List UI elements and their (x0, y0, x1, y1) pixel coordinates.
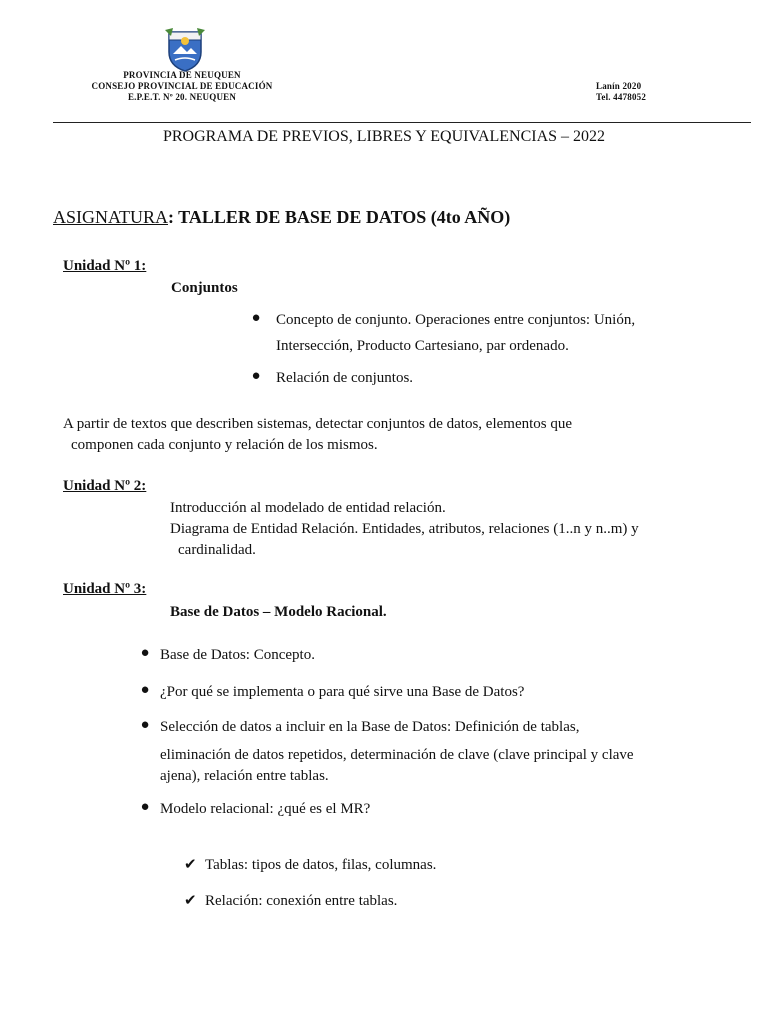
subject-heading (53, 207, 510, 228)
header-phone: Tel. 4478052 (596, 92, 647, 102)
bullet-marker: ● (140, 717, 150, 733)
unit-3-bullet-3-cont-2: ajena), relación entre tablas. (160, 768, 329, 784)
unit-3-topic: Base de Datos – Modelo Racional. (170, 604, 387, 620)
bullet-marker: ● (251, 368, 261, 384)
unit-2-heading: Unidad Nº 2: (63, 478, 147, 494)
unit-2-line-2: Diagrama de Entidad Relación. Entidades, atributos, relaciones (1..n y n..m) y (170, 521, 639, 537)
header-address: Lanín 2020 (596, 81, 642, 91)
unit-1-topic: Conjuntos (171, 280, 238, 296)
unit-3-check-2: Relación: conexión entre tablas. (205, 893, 398, 909)
unit-3-bullet-1: Base de Datos: Concepto. (160, 647, 315, 663)
header-line-school: E.P.E.T. Nº 20. NEUQUEN (127, 92, 237, 102)
unit-3-bullet-4: Modelo relacional: ¿qué es el MR? (160, 801, 371, 817)
unit-1-heading: Unidad Nº 1: (63, 258, 147, 274)
checkmark-icon: ✔ (184, 857, 197, 873)
unit-3-heading: Unidad Nº 3: (63, 581, 147, 597)
header-line-council: CONSEJO PROVINCIAL DE EDUCACIÓN (91, 81, 273, 91)
header-line-province: PROVINCIA DE NEUQUEN (123, 70, 241, 80)
subject-value: : TALLER DE BASE DE DATOS (4to AÑO) (168, 207, 511, 227)
unit-1-bullet-1: Concepto de conjunto. Operaciones entre conjuntos: Unión, (276, 312, 636, 328)
bullet-marker: ● (251, 310, 261, 326)
bullet-marker: ● (140, 645, 150, 661)
subject-label: ASIGNATURA (53, 207, 169, 227)
header-divider (53, 122, 751, 123)
unit-2-line-3: cardinalidad. (178, 542, 256, 558)
program-title: PROGRAMA DE PREVIOS, LIBRES Y EQUIVALENCIAS – 2022 (162, 128, 606, 145)
bullet-marker: ● (140, 799, 150, 815)
unit-1-bullet-2: Relación de conjuntos. (276, 370, 414, 386)
unit-1-bullet-1-cont: Intersección, Producto Cartesiano, par ordenado. (276, 338, 569, 354)
bullet-marker: ● (140, 682, 150, 698)
unit-2-line-1: Introducción al modelado de entidad relación. (170, 500, 446, 516)
unit-1-paragraph-line-2: componen cada conjunto y relación de los mismos. (71, 437, 378, 453)
unit-3-check-1: Tablas: tipos de datos, filas, columnas. (205, 857, 437, 873)
unit-3-bullet-2: ¿Por qué se implementa o para qué sirve una Base de Datos? (160, 684, 525, 700)
unit-3-bullet-3-cont-1: eliminación de datos repetidos, determinación de clave (clave principal y clave (160, 747, 634, 763)
unit-1-paragraph-line-1: A partir de textos que describen sistemas, detectar conjuntos de datos, elementos que (63, 416, 573, 432)
province-crest-logo (163, 26, 207, 72)
checkmark-icon: ✔ (184, 893, 197, 909)
unit-3-bullet-3: Selección de datos a incluir en la Base de Datos: Definición de tablas, (160, 719, 580, 735)
